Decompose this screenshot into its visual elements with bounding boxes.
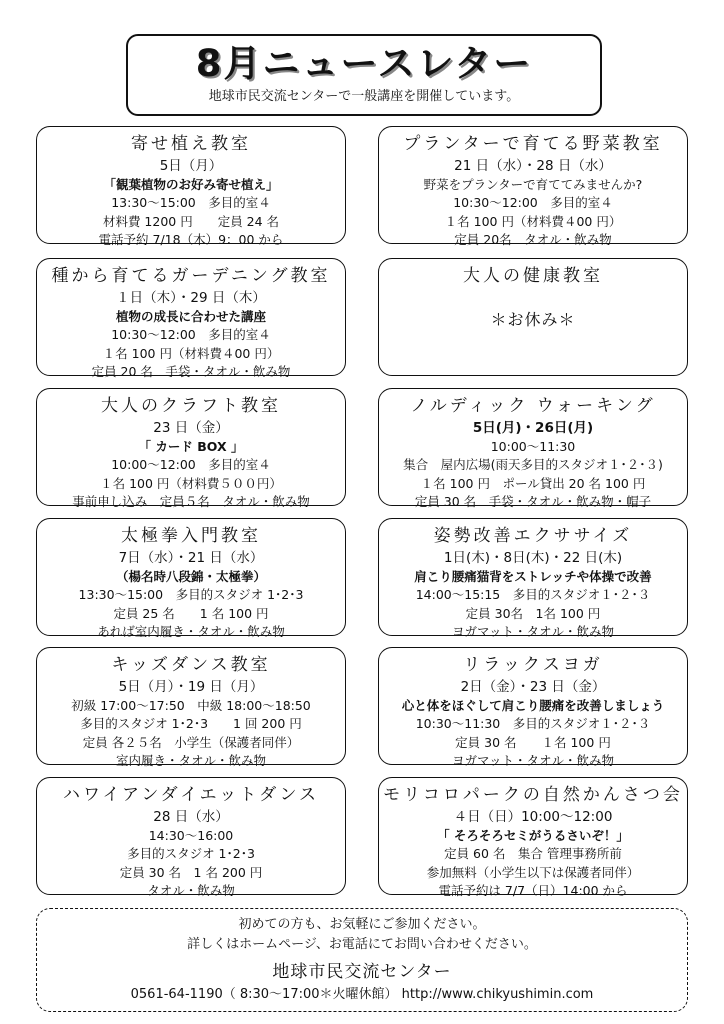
class-detail-line: ヨガマット・タオル・飲み物 [451, 624, 614, 639]
class-detail-line: 初級 17:00〜17:50 中級 18:00〜18:50 [71, 697, 311, 713]
class-detail-line: 23 日（金） [153, 420, 229, 436]
class-title: キッズダンス教室 [111, 655, 271, 675]
class-detail-line: 10:30〜12:00 多目的室４ [453, 195, 613, 210]
class-detail-line: 28 日（水） [153, 809, 229, 825]
class-detail-line: 14:00〜15:15 多目的スタジオ１･２･３ [415, 587, 651, 602]
class-detail-line: 1日(木)・8日(木)・22 日(木) [443, 550, 623, 566]
class-card [378, 647, 688, 768]
class-title: 大人のクラフト教室 [101, 396, 281, 416]
class-detail-line: １日（木）・29 日（木） [116, 290, 266, 306]
class-detail-line: 定員 30名 1名 100 円 [465, 605, 601, 621]
class-detail-line: 5日（月） [159, 158, 223, 174]
class-card [36, 126, 346, 247]
page-title: 8月ニュースレター [195, 42, 533, 85]
class-detail-line: ヨガマット・タオル・飲み物 [451, 753, 614, 768]
class-detail-line: 定員 30 名 １名 100 円 [455, 734, 611, 750]
class-detail-line: 定員 60 名 集合 管理事務所前 [444, 846, 622, 861]
class-detail-line: 電話予約 7/18（木）9：00 から [98, 232, 284, 247]
class-detail-line: 「 そろそろセミがうるさいぞ！」 [437, 827, 629, 843]
class-detail-line: 事前申し込み 定員５名 タオル・飲み物 [72, 494, 310, 509]
class-title: ノルディック ウォーキング [410, 396, 656, 416]
class-detail-line: 10:30〜11:30 多目的スタジオ１･２･３ [415, 716, 651, 731]
class-title: 姿勢改善エクササイズ [433, 526, 633, 546]
class-detail-line: 野菜をプランターで育ててみませんか? [423, 176, 643, 192]
newsletter-header [126, 34, 602, 116]
class-title: モリコロパークの自然かんさつ会 [383, 785, 683, 805]
class-card [36, 518, 346, 639]
class-card [36, 647, 346, 768]
class-detail-line: 多目的スタジオ 1･2･3 1 回 200 円 [80, 716, 302, 731]
class-detail-line: 21 日（水）・28 日（水） [454, 158, 612, 174]
class-title: 寄せ植え教室 [131, 134, 251, 154]
class-detail-line: 10:00〜12:00 多目的室４ [111, 457, 271, 472]
info-footer [36, 908, 688, 1012]
class-detail-line: 5日(月)・26日(月) [472, 420, 594, 436]
class-detail-line: 定員 20 名 手袋・タオル・飲み物 [91, 364, 291, 379]
class-title: リラックスヨガ [463, 655, 603, 675]
class-card [378, 126, 688, 247]
class-detail-line: １名 100 円（材料費４00 円） [444, 213, 622, 229]
footer-organization-name: 地球市民交流センター [272, 962, 452, 982]
class-detail-line: （楊名時八段錦・太極拳） [115, 568, 266, 584]
class-detail-line: 肩こり腰痛猫背をストレッチや体操で改善 [414, 568, 652, 584]
class-title: 太極拳入門教室 [121, 526, 261, 546]
class-title: ハワイアンダイエットダンス [63, 785, 319, 805]
class-detail-line: １名 100 円 ポール貸出 20 名 100 円 [420, 475, 646, 491]
class-detail-line: 定員 25 名 1 名 100 円 [113, 605, 269, 621]
class-card [378, 777, 688, 898]
class-detail-line: 定員 30 名 1 名 200 円 [119, 864, 263, 880]
class-detail-line: 心と体をほぐして肩こり腰痛を改善しましょう [401, 697, 665, 713]
class-card [378, 258, 688, 376]
class-detail-line: ４日（日）10:00〜12:00 [453, 809, 613, 825]
class-detail-line: 集合 屋内広場(雨天多目的スタジオ１･２･３) [403, 457, 663, 472]
class-detail-line: 5日（月）・19 日（月） [118, 679, 264, 695]
class-detail-line: 植物の成長に合わせた講座 [115, 308, 266, 324]
class-detail-line: 定員 各２５名 小学生（保護者同伴） [82, 734, 300, 750]
class-card [378, 388, 688, 509]
class-detail-line: 材料費 1200 円 定員 24 名 [102, 213, 280, 229]
class-card [36, 258, 346, 379]
class-detail-line: 参加無料（小学生以下は保護者同伴） [426, 864, 640, 880]
class-detail-line: 定員 30 名 手袋・タオル・飲み物・帽子 [414, 494, 652, 509]
class-title: 種から育てるガーデニング教室 [51, 266, 331, 286]
class-detail-line: 「 カード BOX 」 [138, 438, 244, 454]
class-detail-line: １名 100 円（材料費４00 円） [102, 345, 280, 361]
class-card [36, 777, 346, 898]
page-subtitle: 地球市民交流センターで一般講座を開催しています。 [208, 89, 520, 104]
class-detail-line: 室内履き・タオル・飲み物 [115, 753, 266, 768]
class-detail-line: 多目的スタジオ 1･2･3 [127, 846, 255, 861]
class-detail-line: 「観葉植物のお好み寄せ植え」 [103, 176, 279, 192]
footer-inquiry-text: 詳しくはホームページ、お電話にてお問い合わせください。 [187, 937, 537, 952]
class-card [378, 518, 688, 639]
class-detail-line: 10:30〜12:00 多目的室４ [111, 327, 271, 342]
class-detail-line: 定員 20名 タオル・飲み物 [454, 232, 612, 247]
class-detail-line: 13:30〜15:00 多目的スタジオ 1･2･3 [78, 587, 304, 602]
class-card [36, 388, 346, 509]
footer-welcome-text: 初めての方も、お気軽にご参加ください。 [238, 917, 486, 932]
class-detail-line: 2日（金）・23 日（金） [460, 679, 606, 695]
class-detail-line: 10:00〜11:30 [490, 438, 576, 454]
class-detail-line: 13:30〜15:00 多目的室４ [111, 195, 271, 210]
class-detail-line: 電話予約は 7/7（日）14:00 から [438, 883, 628, 898]
class-detail-line: １名 100 円（材料費５００円） [100, 475, 282, 491]
class-title: 大人の健康教室 [463, 266, 603, 286]
class-note: ＊お休み＊ [490, 310, 576, 329]
class-detail-line: タオル・飲み物 [147, 883, 235, 898]
class-detail-line: あれば室内履き・タオル・飲み物 [97, 624, 285, 639]
footer-contact-info: 0561-64-1190（ 8:30〜17:00＊火曜休館） http://www.chikyushimin.com [130, 987, 594, 1002]
class-detail-line: 7日（水）・21 日（水） [118, 550, 264, 566]
class-detail-line: 14:30〜16:00 [148, 827, 234, 843]
class-title: プランターで育てる野菜教室 [403, 134, 663, 154]
